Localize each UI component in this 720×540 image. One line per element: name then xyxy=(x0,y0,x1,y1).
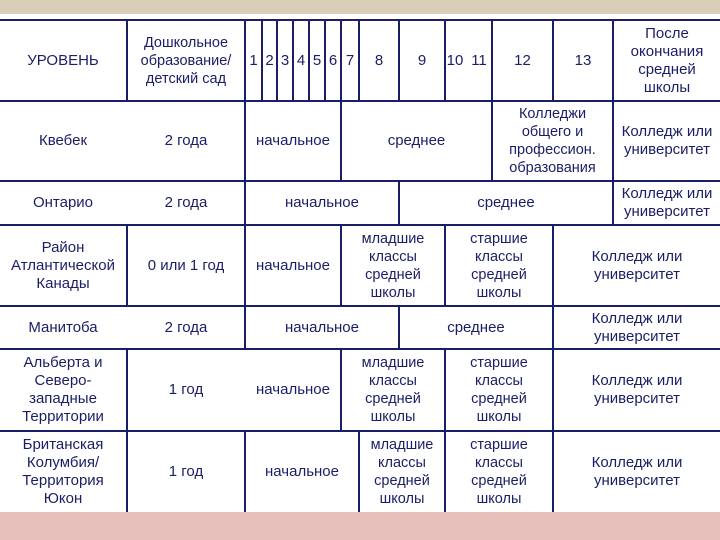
atlantic-senior: старшие классы средней школы xyxy=(470,230,528,301)
manitoba-secondary: среднее xyxy=(447,318,505,336)
atlantic-primary: начальное xyxy=(256,256,330,274)
bc-primary: начальное xyxy=(265,463,339,480)
header-grade-7: 7 xyxy=(345,51,355,69)
alberta-preschool: 1 год xyxy=(168,381,204,398)
header-grade-1: 1 xyxy=(249,51,258,69)
region-manitoba: Манитоба xyxy=(28,318,98,336)
header-grade-8: 8 xyxy=(374,51,384,69)
ontario-preschool: 2 года xyxy=(164,194,208,211)
quebec-secondary: среднее xyxy=(387,132,446,149)
region-ontario: Онтарио xyxy=(32,194,94,211)
quebec-after: Колледж или университет xyxy=(621,123,713,158)
header-grade-3: 3 xyxy=(280,51,290,69)
region-british-columbia: Британская Колумбия/ Территория Юкон xyxy=(22,436,104,507)
quebec-college: Колледжи общего и профессион. образования xyxy=(509,106,596,176)
header-grade-2: 2 xyxy=(265,51,274,69)
header-after-school: После окончания средней школы xyxy=(630,24,704,96)
manitoba-after: Колледж или университет xyxy=(591,309,683,345)
atlantic-preschool: 0 или 1 год xyxy=(147,256,225,274)
quebec-preschool: 2 года xyxy=(164,132,208,149)
manitoba-primary: начальное xyxy=(285,318,359,336)
quebec-primary: начальное xyxy=(256,132,330,149)
header-grade-12: 12 xyxy=(514,51,531,69)
atlantic-junior: младшие классы средней школы xyxy=(361,230,425,301)
alberta-senior: старшие классы средней школы xyxy=(470,355,528,425)
ontario-primary: начальное xyxy=(285,194,359,211)
header-grade-9: 9 xyxy=(417,51,427,69)
bottom-band xyxy=(0,512,720,540)
top-band xyxy=(0,0,720,14)
bc-junior: младшие классы средней школы xyxy=(370,437,434,507)
bc-preschool: 1 год xyxy=(168,463,204,480)
header-grade-5: 5 xyxy=(312,51,322,69)
alberta-junior: младшие классы средней школы xyxy=(361,355,425,425)
education-levels-table xyxy=(0,16,720,512)
ontario-after: Колледж или университет xyxy=(621,185,713,220)
atlantic-after: Колледж или университет xyxy=(591,247,683,283)
bc-after: Колледж или университет xyxy=(591,454,683,489)
alberta-primary: начальное xyxy=(256,381,330,398)
manitoba-preschool: 2 года xyxy=(164,318,208,336)
header-grade-4: 4 xyxy=(296,51,306,69)
header-grade-10: 10 xyxy=(446,51,464,69)
region-atlantic: Район Атлантической Канады xyxy=(11,238,115,292)
header-preschool: Дошкольное образование/ детский сад xyxy=(140,34,232,87)
header-level: УРОВЕНЬ xyxy=(27,51,99,69)
region-quebec: Квебек xyxy=(38,132,88,149)
header-grade-11: 11 xyxy=(471,51,487,69)
header-grade-6: 6 xyxy=(328,51,338,69)
region-alberta: Альберта и Северо- западные Территории xyxy=(22,354,104,425)
ontario-secondary: среднее xyxy=(477,194,535,211)
bc-senior: старшие классы средней школы xyxy=(470,437,528,507)
alberta-after: Колледж или университет xyxy=(591,372,683,407)
header-grade-13: 13 xyxy=(574,51,592,69)
